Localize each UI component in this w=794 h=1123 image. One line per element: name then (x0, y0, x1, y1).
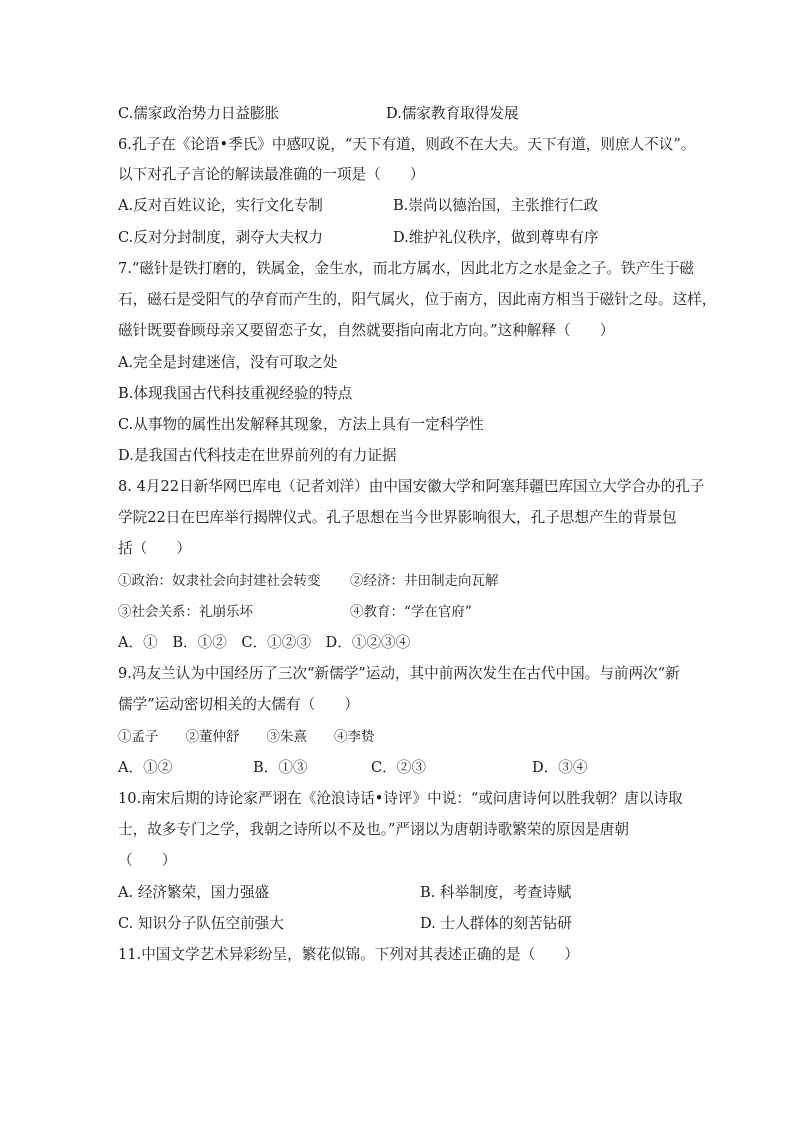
q8-stem-line1: 8. 4月22日新华网巴库电（记者刘洋）由中国安徽大学和阿塞拜疆巴库国立大学合办的孔子 (118, 478, 705, 495)
q9-option-c: C．②③ (371, 759, 426, 776)
q9-items: ①孟子 ②董仲舒 ③朱熹 ④李贽 (118, 729, 375, 745)
q8-options: A．① B．①② C．①②③ D．①②③④ (118, 634, 411, 651)
q6-stem-line2: 以下对孔子言论的解读最准确的一项是（ ） (118, 166, 425, 183)
q7-option-c: C.从事物的属性出发解释其现象，方法上具有一定科学性 (118, 416, 484, 433)
q7-option-a: A.完全是封建迷信，没有可取之处 (118, 354, 338, 371)
q10-option-c: C. 知识分子队伍空前强大 (118, 915, 284, 932)
q10-option-a: A. 经济繁荣，国力强盛 (118, 884, 270, 901)
q9-option-d: D．③④ (532, 759, 588, 776)
q9-option-a: A．①② (118, 759, 173, 776)
q6-option-c: C.反对分封制度，剥夺大夫权力 (118, 229, 324, 246)
q10-stem-line1: 10.南宋后期的诗论家严诩在《沧浪诗话•诗评》中说：“或问唐诗何以胜我朝？唐以诗取 (118, 790, 683, 807)
q8-item-4: ④教育：“学在官府” (350, 604, 472, 620)
q7-stem-line3: 磁针既要眷顾母亲又要留恋子女，自然就要指向南北方向。”这种解释（ ） (118, 322, 615, 339)
q9-stem-line2: 儒学”运动密切相关的大儒有（ ） (118, 696, 359, 713)
q10-option-d: D. 士人群体的刻苦钻研 (420, 915, 572, 932)
q7-stem-line1: 7.“磁针是铁打磨的，铁属金，金生水，而北方属水，因此北方之水是金之子。铁产生于磁 (118, 260, 694, 277)
q7-stem-line2: 石，磁石是受阳气的孕育而产生的，阳气属火，位于南方，因此南方相当于磁针之母。这样， (118, 291, 717, 308)
q6-option-a: A.反对百姓议论，实行文化专制 (118, 197, 323, 214)
q8-item-2: ②经济：井田制走向瓦解 (350, 573, 499, 589)
q6-option-d: D.维护礼仪秩序，做到尊卑有序 (393, 229, 599, 246)
q7-option-d: D.是我国古代科技走在世界前列的有力证据 (118, 447, 397, 464)
q8-item-3: ③社会关系：礼崩乐坏 (118, 604, 253, 620)
q7-option-b: B.体现我国古代科技重视经验的特点 (118, 385, 353, 402)
q5-option-d: D.儒家教育取得发展 (386, 105, 519, 122)
q9-stem-line1: 9.冯友兰认为中国经历了三次“新儒学”运动，其中前两次发生在古代中国。与前两次“新 (118, 665, 680, 682)
q11-stem-line1: 11.中国文学艺术异彩纷呈，繁花似锦。下列对其表述正确的是（ ） (118, 946, 580, 963)
q8-stem-line2: 学院22日在巴库举行揭牌仪式。孔子思想在当今世界影响很大，孔子思想产生的背景包 (118, 509, 677, 526)
q6-option-b: B.崇尚以德治国，主张推行仁政 (393, 197, 599, 214)
q10-stem-line2: 士，故多专门之学，我朝之诗所以不及也。”严诩以为唐朝诗歌繁荣的原因是唐朝 (118, 821, 629, 838)
q10-stem-line3: （ ） (118, 852, 177, 869)
q8-stem-line3: 括（ ） (118, 540, 191, 557)
q10-option-b: B. 科举制度，考查诗赋 (420, 884, 572, 901)
q6-stem-line1: 6.孔子在《论语•季氏》中感叹说，“天下有道，则政不在大夫。天下有道，则庶人不议”。 (118, 136, 696, 153)
q9-option-b: B．①③ (253, 759, 308, 776)
q8-item-1: ①政治：奴隶社会向封建社会转变 (118, 573, 321, 589)
q5-option-c: C.儒家政治势力日益膨胀 (118, 105, 280, 122)
